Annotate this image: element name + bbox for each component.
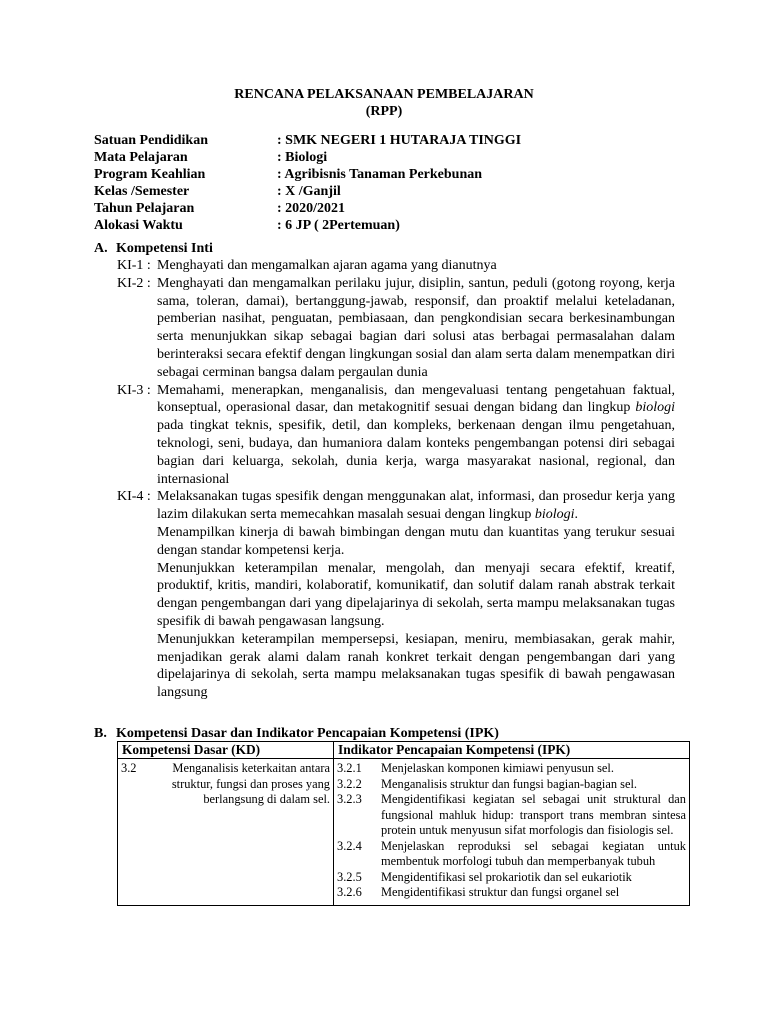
info-label: Mata Pelajaran (94, 150, 188, 165)
section-number: B. (94, 726, 107, 741)
kompetensi-inti-list (117, 257, 675, 702)
section-a-heading (94, 240, 213, 257)
ki-4 (117, 488, 675, 702)
ipk-text: Mengidentifikasi kegiatan sel sebagai unit struktural dan fungsional mahluk hidup: transport trans membran sintesa protein untuk menyusun sifat morfologis dan fisiologis sel. (381, 792, 686, 837)
ki-text-part: . (574, 507, 579, 523)
ki-text (157, 382, 675, 489)
ipk-number: 3.2.3 (337, 792, 362, 806)
kd-cell (118, 759, 334, 906)
info-row (94, 183, 521, 200)
info-label: Kelas /Semester (94, 184, 190, 199)
table-row (118, 759, 690, 906)
ki-text-italic: biologi (635, 400, 675, 416)
ki-code: KI-4 : (117, 489, 151, 505)
ipk-number: 3.2.2 (337, 776, 362, 791)
kd-text: Menganalisis keterkaitan antara struktur, fungsi dan proses yang berlangsung di dalam sel. (171, 761, 330, 806)
ipk-text: Mengidentifikasi struktur dan fungsi organel sel (381, 885, 620, 899)
title-line-2: (RPP) (365, 104, 403, 119)
ipk-item (337, 839, 686, 870)
info-value: : X /Ganjil (277, 184, 341, 199)
ki-code: KI-1 : (117, 258, 151, 273)
info-value: : 2020/2021 (277, 201, 346, 216)
column-header-kd: Kompetensi Dasar (KD) (118, 742, 334, 759)
title-line-1: RENCANA PELAKSANAAN PEMBELAJARAN (234, 87, 534, 102)
document-title (0, 86, 768, 120)
info-label: Satuan Pendidikan (94, 133, 208, 148)
section-title: Kompetensi Dasar dan Indikator Pencapaian Kompetensi (IPK) (116, 726, 499, 741)
info-row (94, 200, 521, 217)
ipk-item (337, 761, 686, 777)
ki-paragraph: Menunjukkan keterampilan mempersepsi, kesiapan, meniru, membiasakan, gerak mahir, menjadikan gerak alami dalam ranah konkret terkait dengan pengembangan dari yang dipelajarinya di sekolah, serta mampu melaksanakan tugas spesifik di bawah pengawasan langsung (157, 631, 675, 701)
column-header-ipk: Indikator Pencapaian Kompetensi (IPK) (334, 742, 690, 759)
ki-code: KI-2 : (117, 275, 151, 291)
ki-2 (117, 275, 675, 382)
info-label: Alokasi Waktu (94, 218, 183, 233)
kd-item (121, 761, 330, 808)
info-label: Program Keahlian (94, 167, 206, 182)
ki-1 (117, 257, 675, 275)
ki-text-part: Melaksanakan tugas spesifik dengan menggunakan alat, informasi, dan prosedur kerja yang lazim dilakukan serta memecahkan masalah sesuai dengan lingkup (157, 489, 675, 523)
ipk-number: 3.2.1 (337, 761, 362, 775)
ki-3 (117, 382, 675, 489)
ipk-item (337, 777, 686, 793)
ipk-number: 3.2.4 (337, 838, 362, 853)
kd-number: 3.2 (121, 761, 137, 775)
ki-paragraph: Menunjukkan keterampilan menalar, mengolah, dan menyaji secara efektif, kreatif, produktif, kritis, mandiri, kolaboratif, komunikatif, dan solutif dalam ranah abstrak terkait dengan pengembangan dari yang dipelajarinya di sekolah, serta mampu melaksanakan tugas spesifik di bawah pengawasan langsung. (157, 560, 675, 629)
ipk-item (337, 885, 686, 901)
table-header-row (118, 742, 690, 759)
ki-code: KI-3 : (117, 382, 151, 398)
info-value: : 6 JP ( 2Pertemuan) (277, 218, 400, 233)
ki-text-italic: biologi (534, 507, 575, 523)
ipk-text: Menganalisis struktur dan fungsi bagian-bagian sel. (381, 776, 638, 791)
ipk-text: Menjelaskan reproduksi sel sebagai kegiatan untuk membentuk morfologi tubuh dan memperbanyak tubuh (381, 838, 686, 868)
info-value: : Biologi (277, 150, 328, 165)
ipk-text: Mengidentifikasi sel prokariotik dan sel eukariotik (381, 869, 632, 884)
kd-ipk-table (117, 741, 690, 906)
ki-text: Menghayati dan mengamalkan ajaran agama yang dianutnya (157, 258, 497, 273)
identity-block (94, 132, 521, 234)
ipk-item (337, 870, 686, 886)
ipk-number: 3.2.6 (337, 885, 362, 899)
info-label: Tahun Pelajaran (94, 201, 195, 216)
info-row (94, 132, 521, 149)
section-title: Kompetensi Inti (116, 241, 213, 256)
ki-paragraph: Menampilkan kinerja di bawah bimbingan dengan mutu dan kuantitas yang terukur sesuai dengan standar kompetensi kerja. (157, 524, 675, 558)
ki-text-part: pada tingkat teknis, spesifik, detil, dan kompleks, berkenaan dengan ilmu pengetahuan, teknologi, seni, budaya, dan humaniora dalam konteks pengembangan potensi diri sebagai bagian dari keluarga, sekolah, dunia kerja, warga masyarakat nasional, regional, dan internasional (157, 418, 675, 487)
ki-text: Menghayati dan mengamalkan perilaku jujur, disiplin, santun, peduli (gotong royong, kerja sama, toleran, damai), bertanggung-jawab, responsif, dan proaktif melalui keteladanan, pemberian nasihat, penguatan, pembiasaan, dan pengkondisian secara berkesinambungan serta menunjukkan sikap sebagai bagian dari solusi atas berbagai permasalahan dalam berinteraksi secara efektif dengan lingkungan sosial dan alam serta dalam menempatkan diri sebagai cerminan bangsa dalam pergaulan dunia (157, 275, 675, 380)
info-value: : SMK NEGERI 1 HUTARAJA TINGGI (277, 133, 522, 148)
ki-text-part: Memahami, menerapkan, menganalisis, dan mengevaluasi tentang pengetahuan faktual, konseptual, operasional dasar, dan metakognitif sesuai dengan bidang dan lingkup (157, 382, 675, 416)
info-row (94, 166, 521, 183)
info-row (94, 149, 521, 166)
section-b-heading (94, 725, 499, 742)
ipk-item (337, 792, 686, 839)
info-row (94, 217, 521, 234)
ipk-number: 3.2.5 (337, 869, 362, 884)
ki-paragraph (157, 488, 675, 524)
ipk-text: Menjelaskan komponen kimiawi penyusun sel. (381, 761, 614, 775)
ipk-cell (334, 759, 690, 906)
info-value: : Agribisnis Tanaman Perkebunan (277, 167, 483, 182)
section-number: A. (94, 241, 108, 256)
